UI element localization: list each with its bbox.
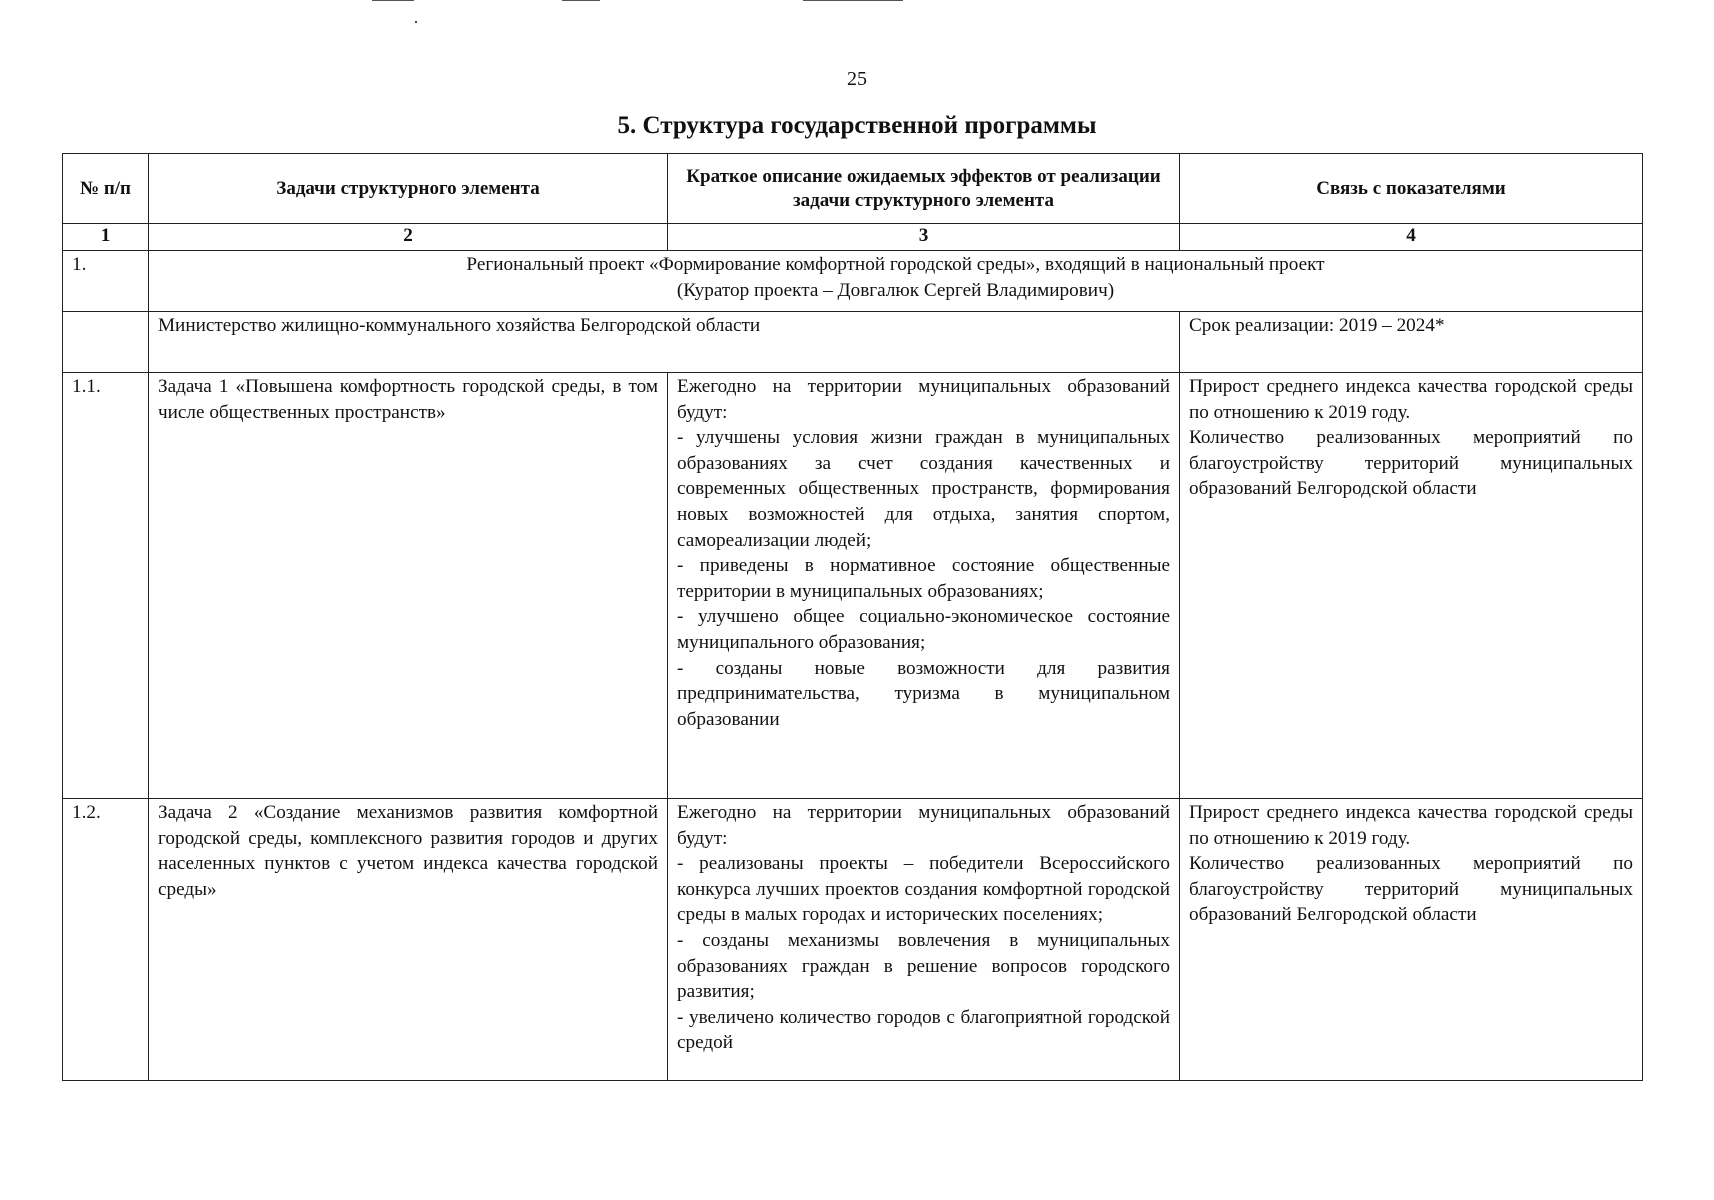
effect-item: - созданы механизмы вовлечения в муниципальных образованиях граждан в решение вопросов городского развития; [677,929,1170,1003]
indicator-item: Количество реализованных мероприятий по благоустройству территорий муниципальных образований Белгородской области [1189,427,1633,500]
indicator-item: Количество реализованных мероприятий по благоустройству территорий муниципальных образований Белгородской области [1189,853,1633,926]
table-header-row [63,154,1643,224]
effect-item: - приведены в нормативное состояние общественные территории в муниципальных образованиях; [677,555,1170,602]
table-row [63,799,1643,1081]
effects-cell [668,799,1180,1081]
project-num: 1. [63,251,149,312]
effect-item: - увеличено количество городов с благоприятной городской средой [677,1006,1170,1054]
effect-item: - созданы новые возможности для развития предпринимательства, туризма в муниципальном образовании [677,657,1170,730]
effect-item: Ежегодно на территории муниципальных образований будут: [677,376,1170,423]
task-description: Задача 2 «Создание механизмов развития комфортной городской среды, комплексного развития городов и других населенных пунктов с учетом индекса качества городской среды» [149,799,668,1081]
scan-artifact-line [803,0,903,1]
section-title: 5. Структура государственной программы [617,112,1097,139]
implementation-term: Срок реализации: 2019 – 2024* [1180,312,1643,373]
scan-artifact-line [372,0,414,1]
responsible-ministry: Министерство жилищно-коммунального хозяйства Белгородской области [149,312,1180,373]
task-num: 1.1. [63,373,149,799]
column-number: 4 [1180,224,1643,251]
table-row [63,373,1643,799]
project-curator: (Куратор проекта – Довгалюк Сергей Владимирович) [676,279,1115,301]
indicator-item: Прирост среднего индекса качества городской среды по отношению к 2019 году. [1189,376,1633,423]
task-num: 1.2. [63,799,149,1081]
scan-artifact-line [562,0,600,1]
project-row [63,251,1643,312]
column-number: 3 [668,224,1180,251]
effect-item: - улучшены условия жизни граждан в муниципальных образованиях за счет создания качественных и современных общественных пространств, формирования новых возможностей для отдыха, занятия спортом, самореализации людей; [677,427,1170,551]
column-number: 2 [149,224,668,251]
effects-cell [668,373,1180,799]
effect-item: - улучшено общее социально-экономическое состояние муниципального образования; [677,606,1170,653]
indicators-cell [1180,373,1643,799]
header-effects: Краткое описание ожидаемых эффектов от реализации задачи структурного элемента [668,154,1180,224]
indicators-cell [1180,799,1643,1081]
effect-item: - реализованы проекты – победители Всероссийского конкурса лучших проектов создания комфортной городской среды в малых городах и исторических поселениях; [677,853,1170,926]
project-title-cell [149,251,1643,312]
indicator-item: Прирост среднего индекса качества городской среды по отношению к 2019 году. [1189,802,1633,849]
responsible-row [63,312,1643,373]
header-num: № п/п [63,154,149,224]
column-number: 1 [63,224,149,251]
header-tasks: Задачи структурного элемента [149,154,668,224]
program-structure-table [62,153,1643,1081]
empty-num-cell [63,312,149,373]
task-description: Задача 1 «Повышена комфортность городской среды, в том числе общественных пространств» [149,373,668,799]
column-number-row [63,224,1643,251]
effect-item: Ежегодно на территории муниципальных образований будут: [677,802,1170,849]
page-number: 25 [847,68,867,90]
header-indicators: Связь с показателями [1180,154,1643,224]
project-title: Региональный проект «Формирование комфортной городской среды», входящий в национальный проект [466,254,1325,275]
scan-artifact-dot [415,21,417,23]
